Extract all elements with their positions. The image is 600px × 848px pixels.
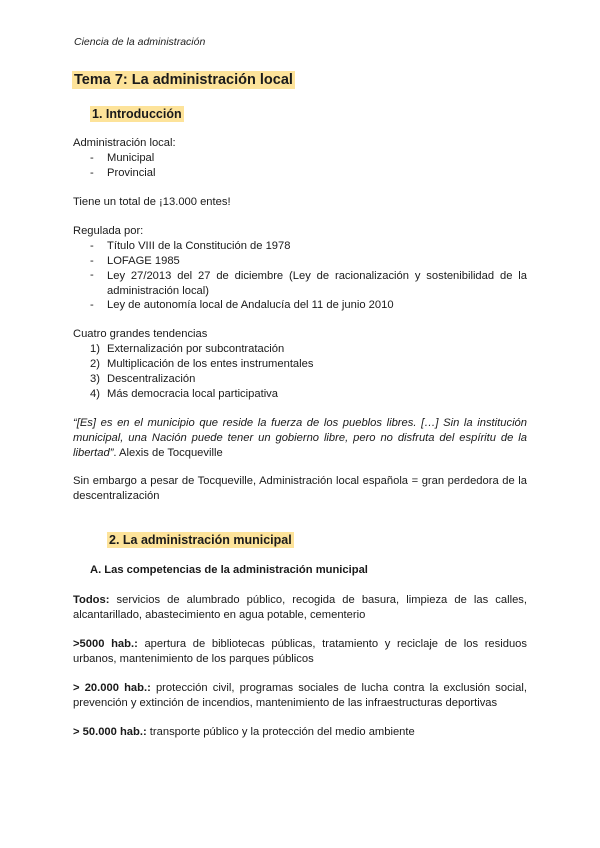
competencias-block — [73, 681, 527, 711]
list-dash: - — [90, 269, 94, 281]
block-label: > 20.000 hab.: — [73, 682, 151, 694]
admin-local-label: Administración local: — [73, 137, 176, 149]
page-header: Ciencia de la administración — [74, 36, 206, 48]
list-number: 4) — [90, 388, 100, 400]
competencias-block — [73, 637, 527, 667]
total-entes-text: Tiene un total de ¡13.000 entes! — [73, 196, 231, 208]
block-text: apertura de bibliotecas públicas, tratamiento y reciclaje de los residuos urbanos, mantenimiento de los parques públicos — [73, 638, 527, 665]
list-item: Más democracia local participativa — [107, 388, 278, 400]
block-label: > 50.000 hab.: — [73, 726, 147, 738]
list-item: Externalización por subcontratación — [107, 343, 285, 355]
list-item: Descentralización — [107, 373, 196, 385]
regulada-label: Regulada por: — [73, 225, 144, 237]
quote-text: “[Es] es en el municipio que reside la fuerza de los pueblos libres. […] Sin la institución municipal, una Nación puede tener un gobierno libre, pero no disfruta del espíritu de la libertad” — [73, 417, 527, 459]
quote-author: . Alexis de Tocqueville — [113, 447, 223, 459]
list-item: Ley 27/2013 del 27 de diciembre (Ley de racionalización y sostenibilidad de la administración local) — [107, 270, 527, 297]
page-title: Tema 7: La administración local — [74, 72, 293, 88]
block-label: >5000 hab.: — [73, 638, 138, 650]
list-dash: - — [90, 255, 94, 267]
list-number: 1) — [90, 343, 100, 355]
competencias-block — [73, 725, 527, 740]
list-item: Ley de autonomía local de Andalucía del 11 de junio 2010 — [107, 299, 394, 311]
section-heading-municipal: 2. La administración municipal — [109, 533, 292, 547]
list-dash: - — [90, 299, 94, 311]
list-number: 3) — [90, 373, 100, 385]
block-text: transporte público y la protección del medio ambiente — [146, 726, 415, 738]
subsection-heading-competencias: A. Las competencias de la administración municipal — [90, 564, 368, 576]
block-label: Todos: — [73, 594, 110, 606]
list-dash: - — [90, 240, 94, 252]
list-number: 2) — [90, 358, 100, 370]
list-item: Provincial — [107, 167, 156, 179]
list-item: Multiplicación de los entes instrumentales — [107, 358, 314, 370]
section-heading-introduccion: 1. Introducción — [92, 107, 182, 121]
tendencias-label: Cuatro grandes tendencias — [73, 328, 208, 340]
tocqueville-quote — [73, 416, 527, 461]
block-text: protección civil, programas sociales de lucha contra la exclusión social, prevención y extinción de incendios, mantenimiento de las infraestructuras deportivas — [73, 682, 527, 709]
list-dash: - — [90, 152, 94, 164]
block-text: servicios de alumbrado público, recogida de basura, limpieza de las calles, alcantarillado, abastecimiento en agua potable, cementerio — [73, 594, 527, 621]
sin-embargo-text: Sin embargo a pesar de Tocqueville, Administración local española = gran perdedora de la descentralización — [73, 475, 527, 502]
list-item: Municipal — [107, 152, 155, 164]
list-item: Título VIII de la Constitución de 1978 — [107, 240, 291, 252]
competencias-block — [73, 593, 527, 623]
list-item: LOFAGE 1985 — [107, 255, 180, 267]
list-dash: - — [90, 167, 94, 179]
